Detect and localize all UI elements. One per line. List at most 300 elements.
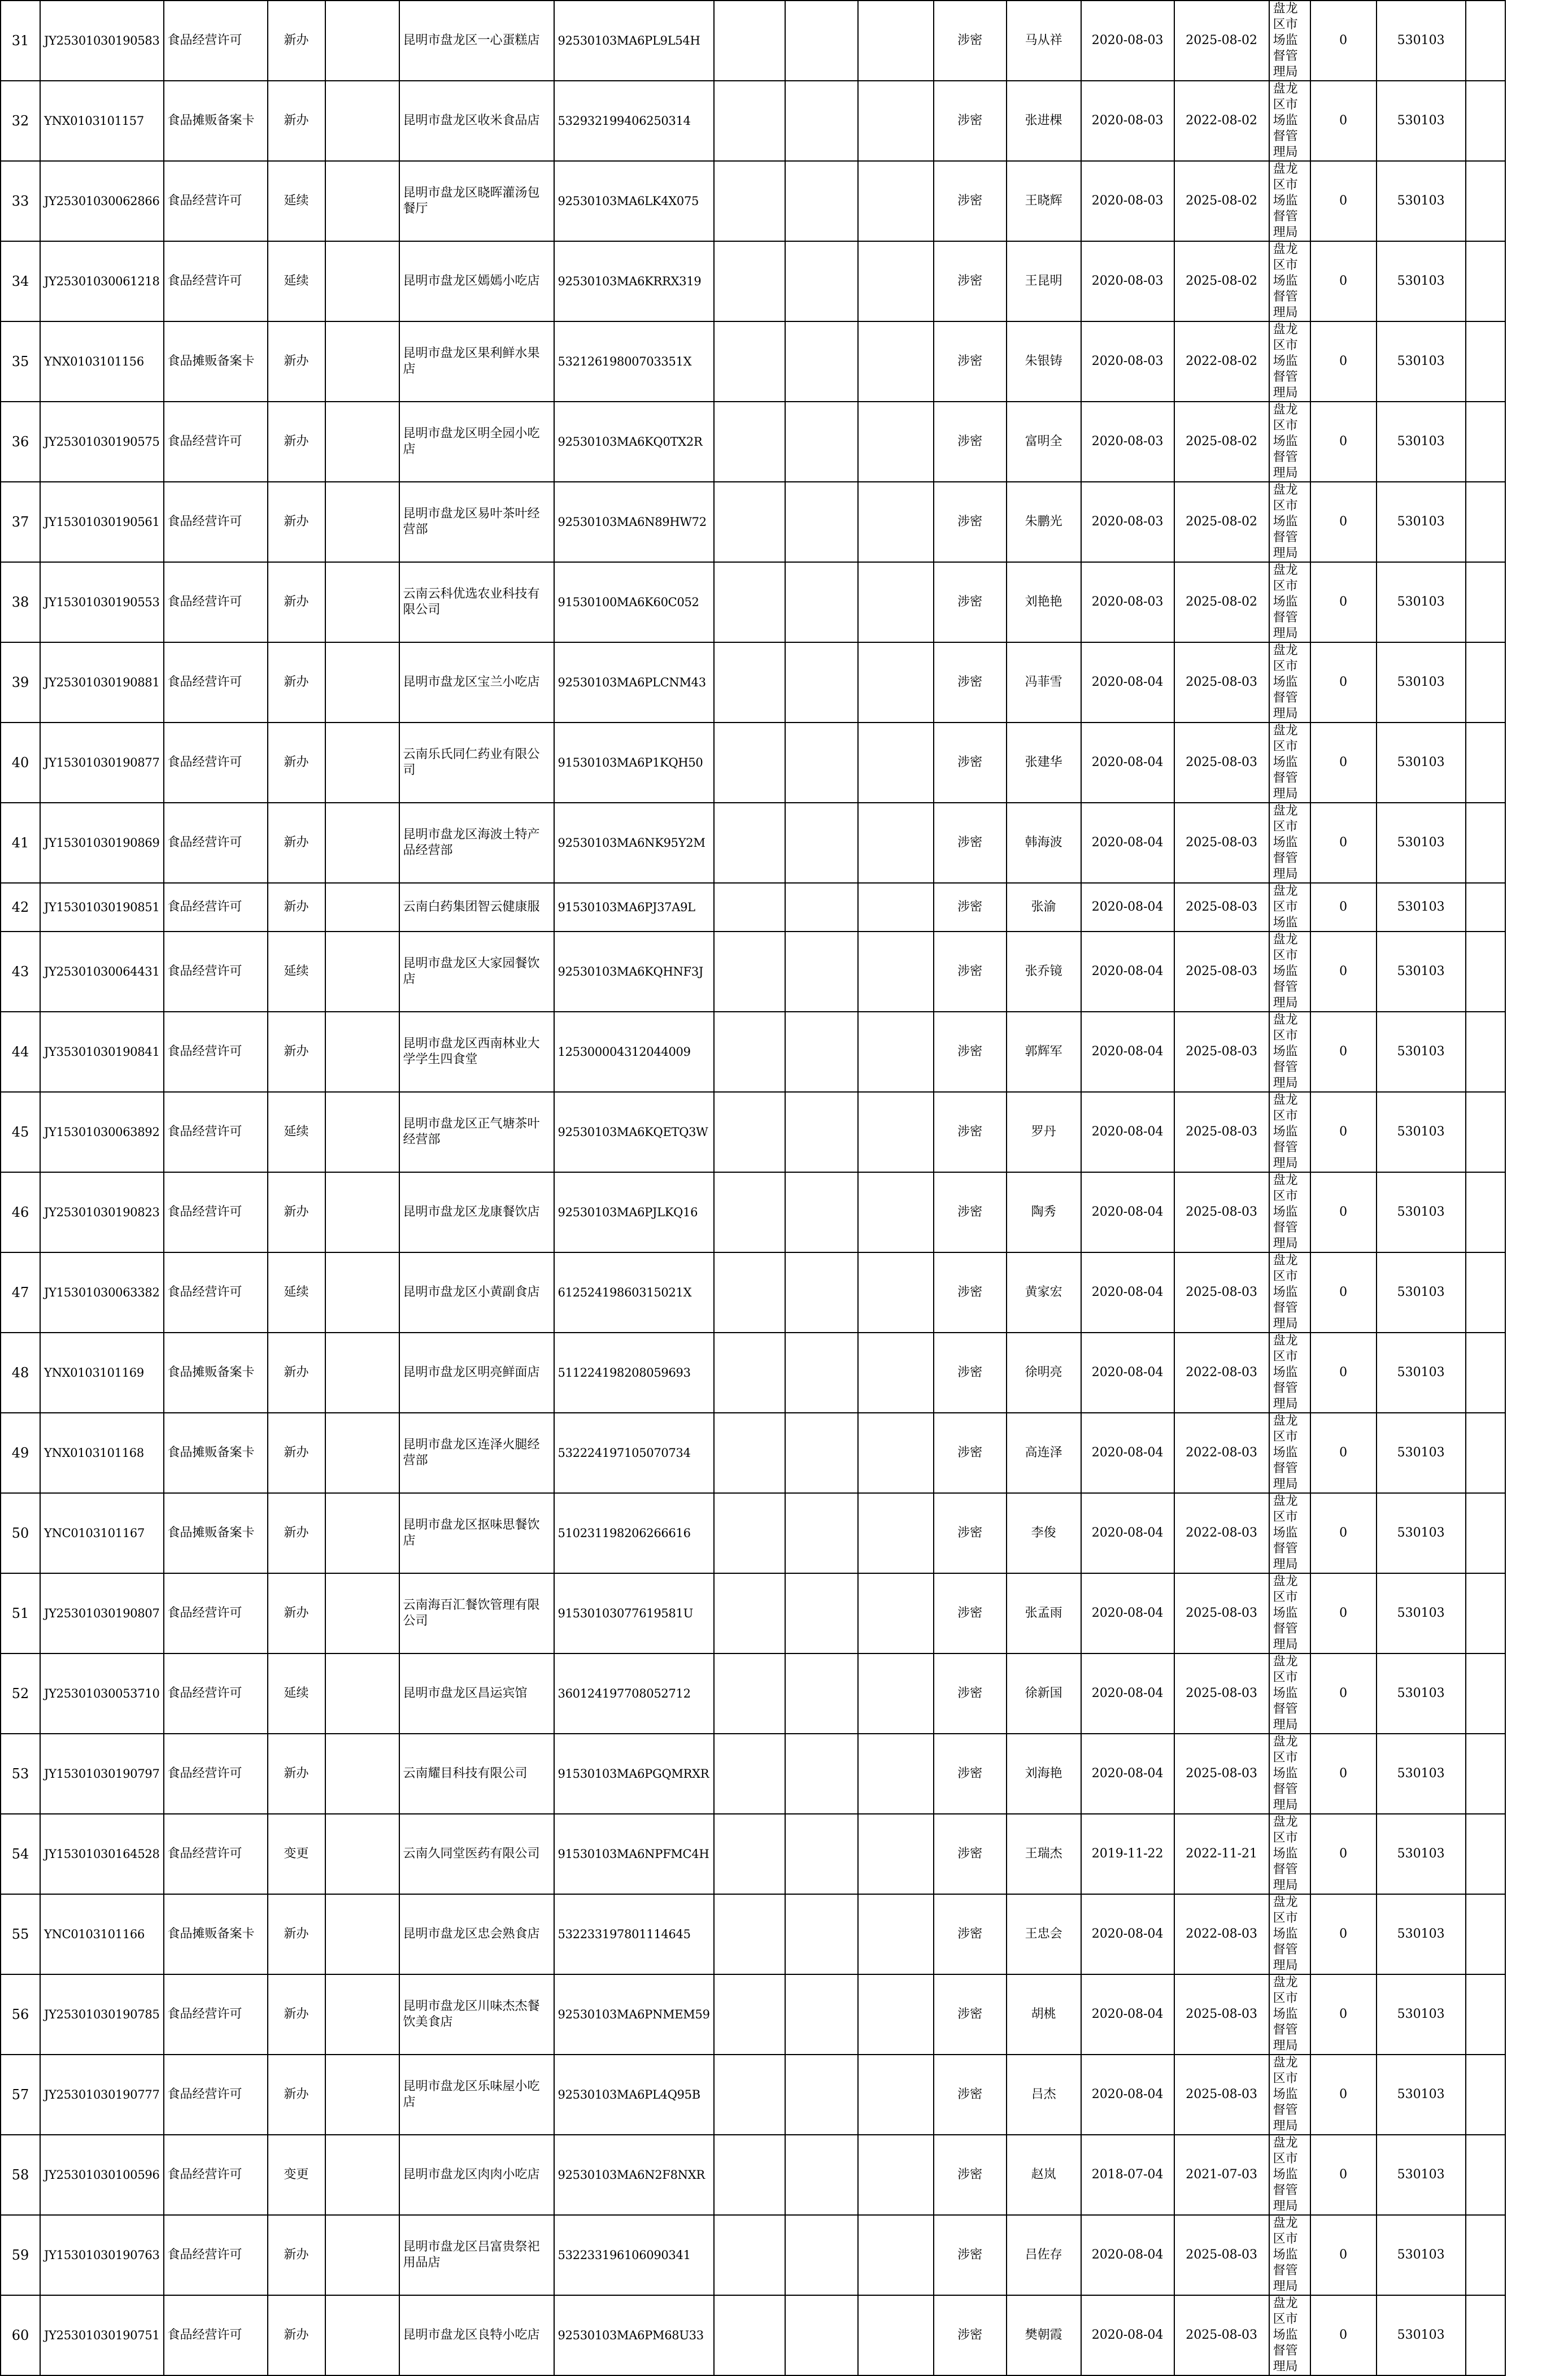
business-name-cell[interactable]: 昆明市盘龙区吕富贵祭祀用品店 [399,2215,554,2295]
credit-code-cell[interactable]: 511224198208059693 [554,1333,714,1413]
business-name-cell[interactable]: 昆明市盘龙区肉肉小吃店 [399,2135,554,2215]
empty-cell[interactable] [858,1894,934,1974]
empty-cell[interactable] [325,402,399,482]
credit-code-cell[interactable]: 92530103MA6PL9L54H [554,1,714,81]
credit-code-cell[interactable]: 92530103MA6KQETQ3W [554,1092,714,1172]
empty-cell[interactable] [858,562,934,642]
empty-cell[interactable] [785,81,858,161]
valid-from-cell[interactable]: 2020-08-04 [1081,1333,1174,1413]
valid-from-cell[interactable]: 2020-08-04 [1081,1734,1174,1814]
empty-cell[interactable] [785,2295,858,2375]
action-cell[interactable]: 延续 [268,1653,325,1734]
row-number-cell[interactable]: 36 [1,402,40,482]
status-code-cell[interactable]: 0 [1310,723,1377,803]
action-cell[interactable]: 新办 [268,1012,325,1092]
action-cell[interactable]: 延续 [268,1092,325,1172]
license-number-cell[interactable]: JY15301030190877 [40,723,164,803]
empty-cell[interactable] [858,161,934,241]
legal-person-cell[interactable]: 马从祥 [1007,1,1081,81]
empty-cell[interactable] [714,2055,785,2135]
row-number-cell[interactable]: 53 [1,1734,40,1814]
empty-cell[interactable] [785,1814,858,1894]
empty-cell[interactable] [785,1333,858,1413]
action-cell[interactable]: 延续 [268,161,325,241]
status-code-cell[interactable]: 0 [1310,241,1377,321]
status-code-cell[interactable]: 0 [1310,2295,1377,2375]
business-name-cell[interactable]: 昆明市盘龙区宝兰小吃店 [399,642,554,723]
status-code-cell[interactable]: 0 [1310,161,1377,241]
empty-cell[interactable] [785,2135,858,2215]
business-name-cell[interactable]: 昆明市盘龙区嫣嫣小吃店 [399,241,554,321]
valid-to-cell[interactable]: 2025-08-02 [1174,482,1269,562]
valid-from-cell[interactable]: 2020-08-04 [1081,1092,1174,1172]
empty-cell[interactable] [858,482,934,562]
action-cell[interactable]: 延续 [268,1252,325,1333]
license-number-cell[interactable]: YNC0103101167 [40,1493,164,1573]
empty-cell[interactable] [325,803,399,883]
valid-to-cell[interactable]: 2022-08-03 [1174,1413,1269,1493]
legal-person-cell[interactable]: 吕佐存 [1007,2215,1081,2295]
business-name-cell[interactable]: 昆明市盘龙区抠味思餐饮店 [399,1493,554,1573]
empty-cell[interactable] [325,1092,399,1172]
row-number-cell[interactable]: 38 [1,562,40,642]
region-code-cell[interactable]: 530103 [1377,1974,1466,2055]
empty-cell[interactable] [1466,161,1505,241]
authority-cell[interactable]: 盘龙区市场监督管理局 [1269,932,1310,1012]
region-code-cell[interactable]: 530103 [1377,1734,1466,1814]
secret-flag-cell[interactable]: 涉密 [934,241,1007,321]
business-name-cell[interactable]: 云南久同堂医药有限公司 [399,1814,554,1894]
empty-cell[interactable] [714,1,785,81]
empty-cell[interactable] [325,883,399,932]
license-type-cell[interactable]: 食品经营许可 [164,1172,268,1252]
business-name-cell[interactable]: 昆明市盘龙区海波土特产品经营部 [399,803,554,883]
valid-to-cell[interactable]: 2025-08-03 [1174,2295,1269,2375]
empty-cell[interactable] [785,482,858,562]
empty-cell[interactable] [785,2055,858,2135]
empty-cell[interactable] [1466,1012,1505,1092]
empty-cell[interactable] [785,1413,858,1493]
region-code-cell[interactable]: 530103 [1377,1092,1466,1172]
business-name-cell[interactable]: 云南云科优选农业科技有限公司 [399,562,554,642]
status-code-cell[interactable]: 0 [1310,1573,1377,1653]
region-code-cell[interactable]: 530103 [1377,482,1466,562]
action-cell[interactable]: 新办 [268,321,325,402]
status-code-cell[interactable]: 0 [1310,1,1377,81]
business-name-cell[interactable]: 昆明市盘龙区晓晖灌汤包餐厅 [399,161,554,241]
license-number-cell[interactable]: JY15301030190763 [40,2215,164,2295]
region-code-cell[interactable]: 530103 [1377,1333,1466,1413]
empty-cell[interactable] [714,723,785,803]
license-number-cell[interactable]: JY15301030190561 [40,482,164,562]
empty-cell[interactable] [714,1092,785,1172]
business-name-cell[interactable]: 昆明市盘龙区西南林业大学学生四食堂 [399,1012,554,1092]
license-number-cell[interactable]: JY15301030190553 [40,562,164,642]
empty-cell[interactable] [1466,241,1505,321]
row-number-cell[interactable]: 52 [1,1653,40,1734]
row-number-cell[interactable]: 59 [1,2215,40,2295]
status-code-cell[interactable]: 0 [1310,1894,1377,1974]
action-cell[interactable]: 新办 [268,562,325,642]
region-code-cell[interactable]: 530103 [1377,932,1466,1012]
empty-cell[interactable] [1466,1413,1505,1493]
secret-flag-cell[interactable]: 涉密 [934,1894,1007,1974]
empty-cell[interactable] [714,1814,785,1894]
license-number-cell[interactable]: YNX0103101168 [40,1413,164,1493]
authority-cell[interactable]: 盘龙区市场监督管理局 [1269,1734,1310,1814]
secret-flag-cell[interactable]: 涉密 [934,642,1007,723]
license-number-cell[interactable]: JY15301030190851 [40,883,164,932]
empty-cell[interactable] [858,1573,934,1653]
empty-cell[interactable] [858,932,934,1012]
empty-cell[interactable] [325,1493,399,1573]
secret-flag-cell[interactable]: 涉密 [934,1734,1007,1814]
action-cell[interactable]: 变更 [268,1814,325,1894]
empty-cell[interactable] [325,1413,399,1493]
status-code-cell[interactable]: 0 [1310,1333,1377,1413]
legal-person-cell[interactable]: 王忠会 [1007,1894,1081,1974]
empty-cell[interactable] [1466,402,1505,482]
row-number-cell[interactable]: 54 [1,1814,40,1894]
legal-person-cell[interactable]: 冯菲雪 [1007,642,1081,723]
action-cell[interactable]: 新办 [268,1172,325,1252]
valid-to-cell[interactable]: 2022-08-02 [1174,81,1269,161]
valid-from-cell[interactable]: 2020-08-03 [1081,562,1174,642]
valid-to-cell[interactable]: 2022-08-03 [1174,1333,1269,1413]
license-type-cell[interactable]: 食品经营许可 [164,1653,268,1734]
secret-flag-cell[interactable]: 涉密 [934,1573,1007,1653]
valid-to-cell[interactable]: 2025-08-03 [1174,1252,1269,1333]
secret-flag-cell[interactable]: 涉密 [934,161,1007,241]
authority-cell[interactable]: 盘龙区市场监督管理局 [1269,1,1310,81]
license-type-cell[interactable]: 食品摊贩备案卡 [164,1333,268,1413]
empty-cell[interactable] [325,1734,399,1814]
license-number-cell[interactable]: JY25301030190785 [40,1974,164,2055]
business-name-cell[interactable]: 昆明市盘龙区正气塘茶叶经营部 [399,1092,554,1172]
region-code-cell[interactable]: 530103 [1377,402,1466,482]
region-code-cell[interactable]: 530103 [1377,161,1466,241]
authority-cell[interactable]: 盘龙区市场监督管理局 [1269,1653,1310,1734]
row-number-cell[interactable]: 49 [1,1413,40,1493]
valid-to-cell[interactable]: 2025-08-03 [1174,1734,1269,1814]
license-type-cell[interactable]: 食品经营许可 [164,723,268,803]
secret-flag-cell[interactable]: 涉密 [934,2135,1007,2215]
legal-person-cell[interactable]: 樊朝霞 [1007,2295,1081,2375]
empty-cell[interactable] [714,803,785,883]
region-code-cell[interactable]: 530103 [1377,1252,1466,1333]
valid-from-cell[interactable]: 2020-08-04 [1081,2295,1174,2375]
credit-code-cell[interactable]: 92530103MA6LK4X075 [554,161,714,241]
action-cell[interactable]: 新办 [268,402,325,482]
license-type-cell[interactable]: 食品经营许可 [164,883,268,932]
empty-cell[interactable] [858,1,934,81]
valid-to-cell[interactable]: 2022-11-21 [1174,1814,1269,1894]
row-number-cell[interactable]: 43 [1,932,40,1012]
legal-person-cell[interactable]: 张孟雨 [1007,1573,1081,1653]
authority-cell[interactable]: 盘龙区市场监督管理局 [1269,723,1310,803]
business-name-cell[interactable]: 云南海百汇餐饮管理有限公司 [399,1573,554,1653]
action-cell[interactable]: 新办 [268,2295,325,2375]
region-code-cell[interactable]: 530103 [1377,2135,1466,2215]
credit-code-cell[interactable]: 360124197708052712 [554,1653,714,1734]
valid-to-cell[interactable]: 2022-08-02 [1174,321,1269,402]
secret-flag-cell[interactable]: 涉密 [934,402,1007,482]
license-type-cell[interactable]: 食品摊贩备案卡 [164,81,268,161]
legal-person-cell[interactable]: 陶秀 [1007,1172,1081,1252]
empty-cell[interactable] [858,2055,934,2135]
empty-cell[interactable] [785,2215,858,2295]
row-number-cell[interactable]: 34 [1,241,40,321]
legal-person-cell[interactable]: 朱鹏光 [1007,482,1081,562]
row-number-cell[interactable]: 57 [1,2055,40,2135]
action-cell[interactable]: 新办 [268,1734,325,1814]
empty-cell[interactable] [325,482,399,562]
valid-to-cell[interactable]: 2025-08-03 [1174,642,1269,723]
valid-from-cell[interactable]: 2020-08-04 [1081,1413,1174,1493]
credit-code-cell[interactable]: 532233197801114645 [554,1894,714,1974]
secret-flag-cell[interactable]: 涉密 [934,723,1007,803]
row-number-cell[interactable]: 32 [1,81,40,161]
valid-to-cell[interactable]: 2025-08-03 [1174,1092,1269,1172]
row-number-cell[interactable]: 56 [1,1974,40,2055]
empty-cell[interactable] [325,1,399,81]
region-code-cell[interactable]: 530103 [1377,562,1466,642]
empty-cell[interactable] [858,1653,934,1734]
region-code-cell[interactable]: 530103 [1377,883,1466,932]
empty-cell[interactable] [325,1814,399,1894]
empty-cell[interactable] [714,1653,785,1734]
empty-cell[interactable] [714,642,785,723]
credit-code-cell[interactable]: 92530103MA6PJLKQ16 [554,1172,714,1252]
status-code-cell[interactable]: 0 [1310,1814,1377,1894]
license-number-cell[interactable]: JY25301030190777 [40,2055,164,2135]
license-number-cell[interactable]: JY25301030190807 [40,1573,164,1653]
region-code-cell[interactable]: 530103 [1377,1573,1466,1653]
empty-cell[interactable] [714,1012,785,1092]
empty-cell[interactable] [325,642,399,723]
status-code-cell[interactable]: 0 [1310,402,1377,482]
empty-cell[interactable] [714,1413,785,1493]
license-type-cell[interactable]: 食品经营许可 [164,241,268,321]
business-name-cell[interactable]: 昆明市盘龙区小黄副食店 [399,1252,554,1333]
authority-cell[interactable]: 盘龙区市场监督管理局 [1269,241,1310,321]
valid-from-cell[interactable]: 2020-08-04 [1081,2055,1174,2135]
authority-cell[interactable]: 盘龙区市场监督管理局 [1269,81,1310,161]
license-number-cell[interactable]: YNX0103101157 [40,81,164,161]
legal-person-cell[interactable]: 富明全 [1007,402,1081,482]
secret-flag-cell[interactable]: 涉密 [934,2295,1007,2375]
action-cell[interactable]: 新办 [268,2055,325,2135]
license-number-cell[interactable]: JY35301030190841 [40,1012,164,1092]
empty-cell[interactable] [325,932,399,1012]
status-code-cell[interactable]: 0 [1310,2215,1377,2295]
legal-person-cell[interactable]: 徐明亮 [1007,1333,1081,1413]
status-code-cell[interactable]: 0 [1310,1493,1377,1573]
authority-cell[interactable]: 盘龙区市场监督管理局 [1269,1974,1310,2055]
empty-cell[interactable] [1466,321,1505,402]
empty-cell[interactable] [1466,2295,1505,2375]
authority-cell[interactable]: 盘龙区市场监督管理局 [1269,1092,1310,1172]
empty-cell[interactable] [785,241,858,321]
empty-cell[interactable] [325,723,399,803]
empty-cell[interactable] [858,1734,934,1814]
legal-person-cell[interactable]: 王瑞杰 [1007,1814,1081,1894]
empty-cell[interactable] [714,932,785,1012]
secret-flag-cell[interactable]: 涉密 [934,1974,1007,2055]
status-code-cell[interactable]: 0 [1310,1092,1377,1172]
secret-flag-cell[interactable]: 涉密 [934,2055,1007,2135]
business-name-cell[interactable]: 云南白药集团智云健康服 [399,883,554,932]
empty-cell[interactable] [714,2215,785,2295]
empty-cell[interactable] [714,81,785,161]
credit-code-cell[interactable]: 91530103MA6PGQMRXR [554,1734,714,1814]
business-name-cell[interactable]: 昆明市盘龙区易叶茶叶经营部 [399,482,554,562]
empty-cell[interactable] [325,1573,399,1653]
row-number-cell[interactable]: 60 [1,2295,40,2375]
valid-to-cell[interactable]: 2025-08-03 [1174,1172,1269,1252]
empty-cell[interactable] [1466,2135,1505,2215]
business-name-cell[interactable]: 昆明市盘龙区明全园小吃店 [399,402,554,482]
empty-cell[interactable] [714,1734,785,1814]
empty-cell[interactable] [325,2295,399,2375]
valid-to-cell[interactable]: 2021-07-03 [1174,2135,1269,2215]
valid-to-cell[interactable]: 2025-08-03 [1174,883,1269,932]
empty-cell[interactable] [785,1974,858,2055]
authority-cell[interactable]: 盘龙区市场监督管理局 [1269,161,1310,241]
empty-cell[interactable] [858,1012,934,1092]
empty-cell[interactable] [858,2295,934,2375]
secret-flag-cell[interactable]: 涉密 [934,1413,1007,1493]
credit-code-cell[interactable]: 61252419860315021X [554,1252,714,1333]
license-type-cell[interactable]: 食品经营许可 [164,2215,268,2295]
row-number-cell[interactable]: 51 [1,1573,40,1653]
row-number-cell[interactable]: 48 [1,1333,40,1413]
empty-cell[interactable] [1466,1092,1505,1172]
license-number-cell[interactable]: YNC0103101166 [40,1894,164,1974]
empty-cell[interactable] [785,321,858,402]
region-code-cell[interactable]: 530103 [1377,2055,1466,2135]
license-number-cell[interactable]: JY25301030061218 [40,241,164,321]
secret-flag-cell[interactable]: 涉密 [934,1653,1007,1734]
region-code-cell[interactable]: 530103 [1377,1012,1466,1092]
region-code-cell[interactable]: 530103 [1377,1493,1466,1573]
credit-code-cell[interactable]: 92530103MA6PM68U33 [554,2295,714,2375]
credit-code-cell[interactable]: 53212619800703351X [554,321,714,402]
valid-from-cell[interactable]: 2020-08-04 [1081,1974,1174,2055]
license-type-cell[interactable]: 食品经营许可 [164,1814,268,1894]
action-cell[interactable]: 新办 [268,1894,325,1974]
credit-code-cell[interactable]: 92530103MA6NK95Y2M [554,803,714,883]
license-number-cell[interactable]: YNX0103101156 [40,321,164,402]
empty-cell[interactable] [325,562,399,642]
secret-flag-cell[interactable]: 涉密 [934,1012,1007,1092]
valid-from-cell[interactable]: 2020-08-04 [1081,1012,1174,1092]
business-name-cell[interactable]: 云南耀目科技有限公司 [399,1734,554,1814]
license-number-cell[interactable]: JY25301030190881 [40,642,164,723]
empty-cell[interactable] [1466,2055,1505,2135]
license-type-cell[interactable]: 食品经营许可 [164,2135,268,2215]
valid-from-cell[interactable]: 2019-11-22 [1081,1814,1174,1894]
license-number-cell[interactable]: YNX0103101169 [40,1333,164,1413]
region-code-cell[interactable]: 530103 [1377,2215,1466,2295]
business-name-cell[interactable]: 云南乐氏同仁药业有限公司 [399,723,554,803]
valid-from-cell[interactable]: 2020-08-04 [1081,1894,1174,1974]
empty-cell[interactable] [714,241,785,321]
valid-from-cell[interactable]: 2020-08-04 [1081,723,1174,803]
legal-person-cell[interactable]: 张渝 [1007,883,1081,932]
legal-person-cell[interactable]: 罗丹 [1007,1092,1081,1172]
business-name-cell[interactable]: 昆明市盘龙区连泽火腿经营部 [399,1413,554,1493]
empty-cell[interactable] [785,1734,858,1814]
action-cell[interactable]: 新办 [268,1974,325,2055]
region-code-cell[interactable]: 530103 [1377,81,1466,161]
valid-from-cell[interactable]: 2020-08-04 [1081,932,1174,1012]
authority-cell[interactable]: 盘龙区市场监督管理局 [1269,402,1310,482]
region-code-cell[interactable]: 530103 [1377,1,1466,81]
status-code-cell[interactable]: 0 [1310,642,1377,723]
secret-flag-cell[interactable]: 涉密 [934,1814,1007,1894]
action-cell[interactable]: 新办 [268,723,325,803]
empty-cell[interactable] [858,883,934,932]
credit-code-cell[interactable]: 92530103MA6KQHNF3J [554,932,714,1012]
empty-cell[interactable] [858,81,934,161]
row-number-cell[interactable]: 37 [1,482,40,562]
credit-code-cell[interactable]: 92530103MA6N89HW72 [554,482,714,562]
empty-cell[interactable] [785,402,858,482]
authority-cell[interactable]: 盘龙区市场监督管理局 [1269,321,1310,402]
secret-flag-cell[interactable]: 涉密 [934,2215,1007,2295]
empty-cell[interactable] [1466,803,1505,883]
row-number-cell[interactable]: 33 [1,161,40,241]
authority-cell[interactable]: 盘龙区市场监督管理局 [1269,1172,1310,1252]
action-cell[interactable]: 延续 [268,241,325,321]
credit-code-cell[interactable]: 92530103MA6KRRX319 [554,241,714,321]
row-number-cell[interactable]: 45 [1,1092,40,1172]
empty-cell[interactable] [785,1894,858,1974]
legal-person-cell[interactable]: 高连泽 [1007,1413,1081,1493]
valid-from-cell[interactable]: 2020-08-04 [1081,1573,1174,1653]
authority-cell[interactable]: 盘龙区市场监督管理局 [1269,1814,1310,1894]
empty-cell[interactable] [785,1,858,81]
empty-cell[interactable] [1466,883,1505,932]
action-cell[interactable]: 新办 [268,642,325,723]
license-type-cell[interactable]: 食品摊贩备案卡 [164,1413,268,1493]
empty-cell[interactable] [714,1974,785,2055]
secret-flag-cell[interactable]: 涉密 [934,81,1007,161]
license-type-cell[interactable]: 食品经营许可 [164,2055,268,2135]
empty-cell[interactable] [1466,1333,1505,1413]
valid-from-cell[interactable]: 2020-08-04 [1081,642,1174,723]
business-name-cell[interactable]: 昆明市盘龙区明亮鲜面店 [399,1333,554,1413]
credit-code-cell[interactable]: 91530100MA6K60C052 [554,562,714,642]
credit-code-cell[interactable]: 125300004312044009 [554,1012,714,1092]
credit-code-cell[interactable]: 532932199406250314 [554,81,714,161]
valid-from-cell[interactable]: 2020-08-04 [1081,1172,1174,1252]
region-code-cell[interactable]: 530103 [1377,642,1466,723]
credit-code-cell[interactable]: 91530103077619581U [554,1573,714,1653]
valid-from-cell[interactable]: 2020-08-03 [1081,321,1174,402]
business-name-cell[interactable]: 昆明市盘龙区果利鲜水果店 [399,321,554,402]
region-code-cell[interactable]: 530103 [1377,803,1466,883]
status-code-cell[interactable]: 0 [1310,1172,1377,1252]
valid-from-cell[interactable]: 2020-08-03 [1081,482,1174,562]
valid-from-cell[interactable]: 2020-08-03 [1081,241,1174,321]
empty-cell[interactable] [1466,642,1505,723]
empty-cell[interactable] [325,2215,399,2295]
empty-cell[interactable] [714,1252,785,1333]
empty-cell[interactable] [714,2295,785,2375]
empty-cell[interactable] [858,723,934,803]
